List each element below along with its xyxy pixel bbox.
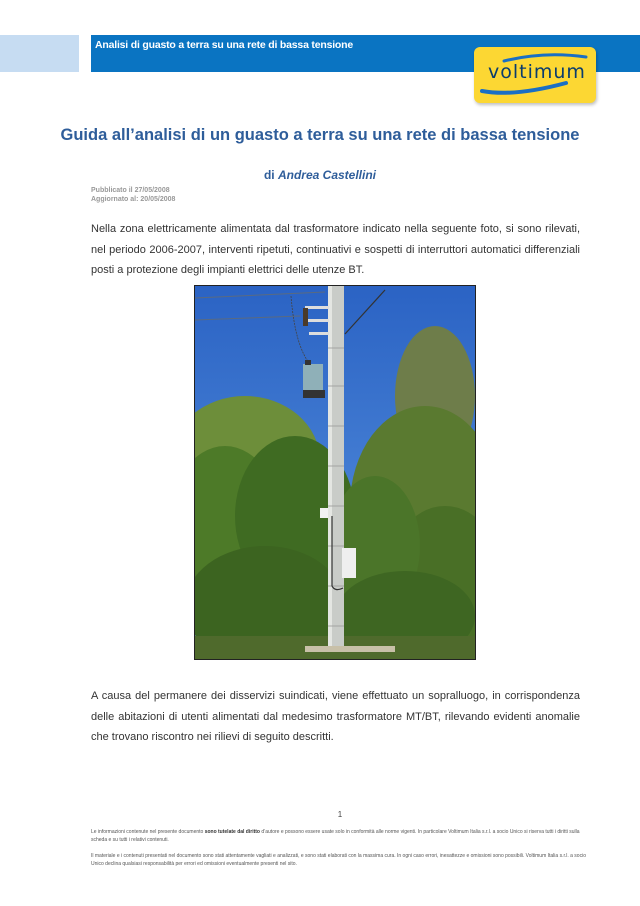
photo-illustration	[195, 286, 475, 659]
header-title: Analisi di guasto a terra su una rete di bassa tensione	[95, 39, 353, 51]
byline-prefix: di	[263, 168, 275, 182]
page-number: 1	[337, 810, 343, 819]
published-line	[91, 186, 175, 195]
author-name: Andrea Castellini	[277, 168, 377, 182]
footer-note-1-post: d’autore e possono essere usate solo in conformità alle norme vigenti. In particolare Voltimum Italia s.r.l. a socio Unico si riserva tutti i diritti sulla scheda e su tutti i relativi contenuti.	[91, 829, 580, 843]
footer-note-1-pre: Le informazioni contenute nel presente documento	[91, 829, 205, 835]
transformer-photo	[194, 285, 476, 660]
document-title: Guida all’analisi di un guasto a terra su una rete di bassa tensione	[60, 126, 580, 144]
publication-meta	[91, 186, 175, 204]
paragraph-inspection: A causa del permanere dei disservizi suindicati, viene effettuato un sopralluogo, in corrispondenza delle abitazioni di utenti alimentati dal medesimo trasformatore MT/BT, rilevando evidenti anomalie che trovano riscontro nei rilievi di seguito descritti.	[91, 690, 580, 743]
byline	[0, 168, 640, 182]
paragraph-intro: Nella zona elettricamente alimentata dal trasformatore indicato nella seguente foto, si sono rilevati, nel periodo 2006-2007, interventi ripetuti, continuativi e sospetti di interruttori automatici differenziali posti a protezione degli impianti elettrici delle utenze BT.	[91, 223, 580, 276]
published-label: Pubblicato il	[91, 187, 133, 194]
footer-note-1-bold: sono tutelate dal diritto	[204, 829, 260, 835]
footer-disclaimer-note: Il materiale e i contenuti presentati nel documento sono stati attentamente vagliati e analizzati, e sono stati elaborati con la massima cura. In ogni caso errori, inesattezze e omissioni sono possibili. Voltimum Italia s.r.l. a socio Unico declina qualsiasi responsabilità per errori ed omissioni eventualmente presenti nel sito.	[91, 853, 586, 867]
updated-date: 20/05/2008	[140, 196, 176, 203]
published-date: 27/05/2008	[134, 187, 170, 194]
voltimum-logo	[474, 47, 596, 103]
updated-label: Aggiornato al:	[91, 196, 139, 203]
updated-line	[91, 195, 175, 204]
footer-copyright-note	[91, 829, 586, 844]
header-side-block	[0, 35, 79, 72]
logo-text: voltimum	[488, 61, 586, 83]
